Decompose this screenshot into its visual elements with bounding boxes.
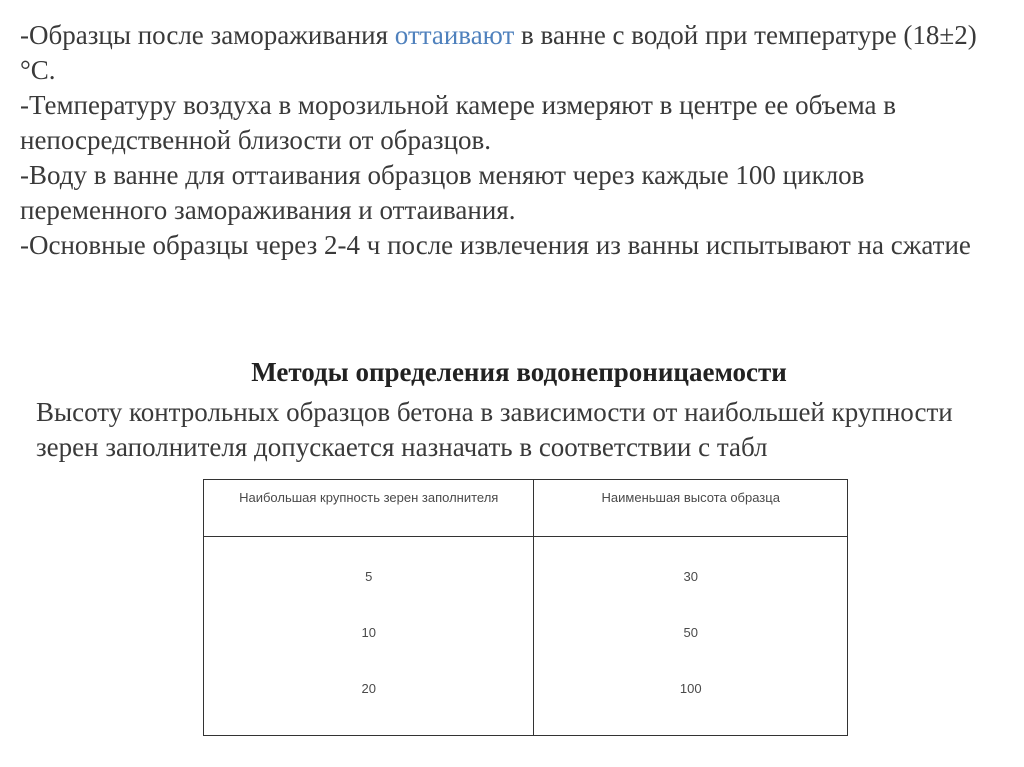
table-cell: 100 bbox=[534, 660, 848, 736]
paragraph-compression-test: -Основные образцы через 2-4 ч после извлечения из ванны испытывают на сжатие bbox=[20, 230, 971, 260]
intro-text bbox=[20, 18, 1010, 263]
specimen-height-table bbox=[203, 479, 848, 718]
table-row bbox=[204, 604, 848, 660]
column-header-aggregate-size: Наибольшая крупность зерен заполнителя bbox=[204, 480, 534, 537]
paragraph-water-change: -Воду в ванне для оттаивания образцов меняют через каждые 100 циклов переменного замораживания и оттаивания. bbox=[20, 160, 865, 225]
table-cell: 30 bbox=[534, 537, 848, 605]
table-row bbox=[204, 537, 848, 605]
section-body: Высоту контрольных образцов бетона в зависимости от наибольшей крупности зерен заполнителя допускается назначать в соответствии с табл bbox=[36, 397, 953, 462]
table-row bbox=[204, 660, 848, 736]
paragraph-air-temperature: -Температуру воздуха в морозильной камере измеряют в центре ее объема в непосредственной близости от образцов. bbox=[20, 90, 897, 155]
table-cell: 5 bbox=[204, 537, 534, 605]
data-table bbox=[203, 479, 848, 736]
section-heading: Методы определения водонепроницаемости bbox=[251, 357, 787, 387]
paragraph-thawing-end: в ванне с водой при температуре (18±2) °С. bbox=[20, 20, 977, 85]
table-header-row bbox=[204, 480, 848, 537]
paragraph-thawing bbox=[20, 18, 1010, 88]
table-cell: 10 bbox=[204, 604, 534, 660]
table-cell: 50 bbox=[534, 604, 848, 660]
column-header-specimen-height: Наименьшая высота образца bbox=[534, 480, 848, 537]
highlighted-word: оттаивают bbox=[394, 20, 515, 50]
paragraph-thawing-start: -Образцы после замораживания bbox=[20, 20, 395, 50]
table-cell: 20 bbox=[204, 660, 534, 736]
